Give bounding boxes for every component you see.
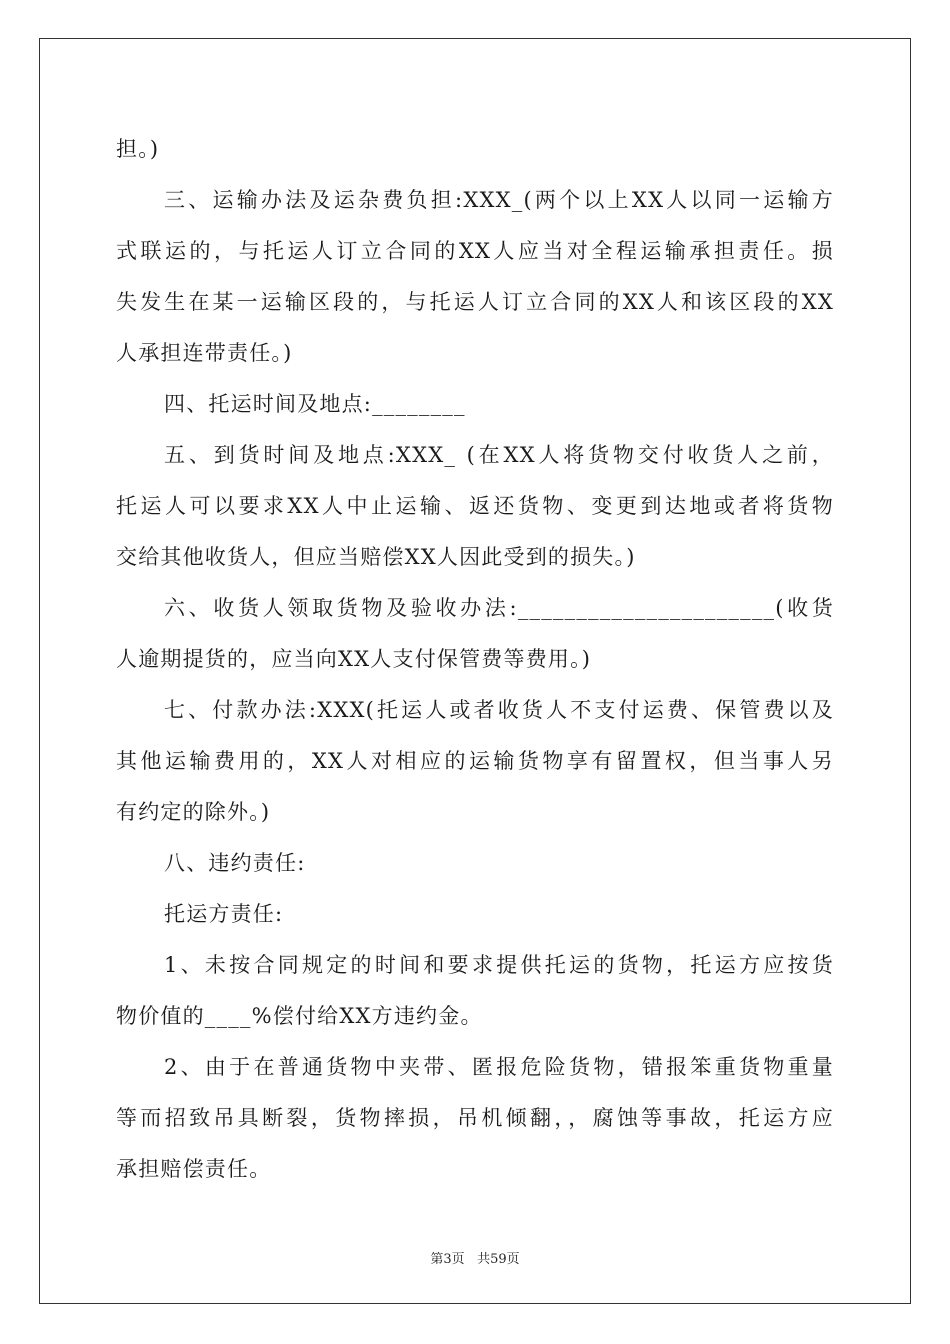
text-line: 担。) xyxy=(116,137,160,161)
total-pages: 共59页 xyxy=(477,1252,520,1267)
text-line: 人逾期提货的，应当向XX人支付保管费等费用。) xyxy=(116,647,592,671)
text-line: 人承担连带责任。) xyxy=(116,341,293,365)
text-line: 托运方责任: xyxy=(164,902,284,926)
text-line: 五、到货时间及地点:XXX_ (在XX人将货物交付收货人之前， xyxy=(164,443,834,467)
text-line: 八、违约责任: xyxy=(164,851,306,875)
text-line: 有约定的除外。) xyxy=(116,800,271,824)
text-line: 承担赔偿责任。 xyxy=(116,1157,272,1181)
document-body xyxy=(116,124,834,1195)
text-line: 物价值的____%偿付给XX方违约金。 xyxy=(116,1004,483,1028)
text-line: 式联运的，与托运人订立合同的XX人应当对全程运输承担责任。损 xyxy=(116,239,834,263)
text-line: 托运人可以要求XX人中止运输、返还货物、变更到达地或者将货物 xyxy=(116,494,834,518)
text-line: 三、运输办法及运杂费负担:XXX_(两个以上XX人以同一运输方 xyxy=(164,188,834,212)
text-line: 1、未按合同规定的时间和要求提供托运的货物，托运方应按货 xyxy=(164,953,834,977)
text-line: 失发生在某一运输区段的，与托运人订立合同的XX人和该区段的XX xyxy=(116,290,834,314)
page-number: 第3页 xyxy=(430,1252,465,1267)
text-line: 其他运输费用的，XX人对相应的运输货物享有留置权，但当事人另 xyxy=(116,749,834,773)
text-line: 七、付款办法:XXX(托运人或者收货人不支付运费、保管费以及 xyxy=(164,698,834,722)
text-line: 2、由于在普通货物中夹带、匿报危险货物，错报笨重货物重量 xyxy=(164,1055,834,1079)
text-line: 等而招致吊具断裂，货物摔损，吊机倾翻，，腐蚀等事故，托运方应 xyxy=(116,1106,834,1130)
page-footer xyxy=(0,1248,950,1267)
text-line: 四、托运时间及地点:________ xyxy=(164,392,466,416)
text-line: 交给其他收货人，但应当赔偿XX人因此受到的损失。) xyxy=(116,545,636,569)
text-line: 六、收货人领取货物及验收办法:______________________(收货 xyxy=(164,596,834,620)
